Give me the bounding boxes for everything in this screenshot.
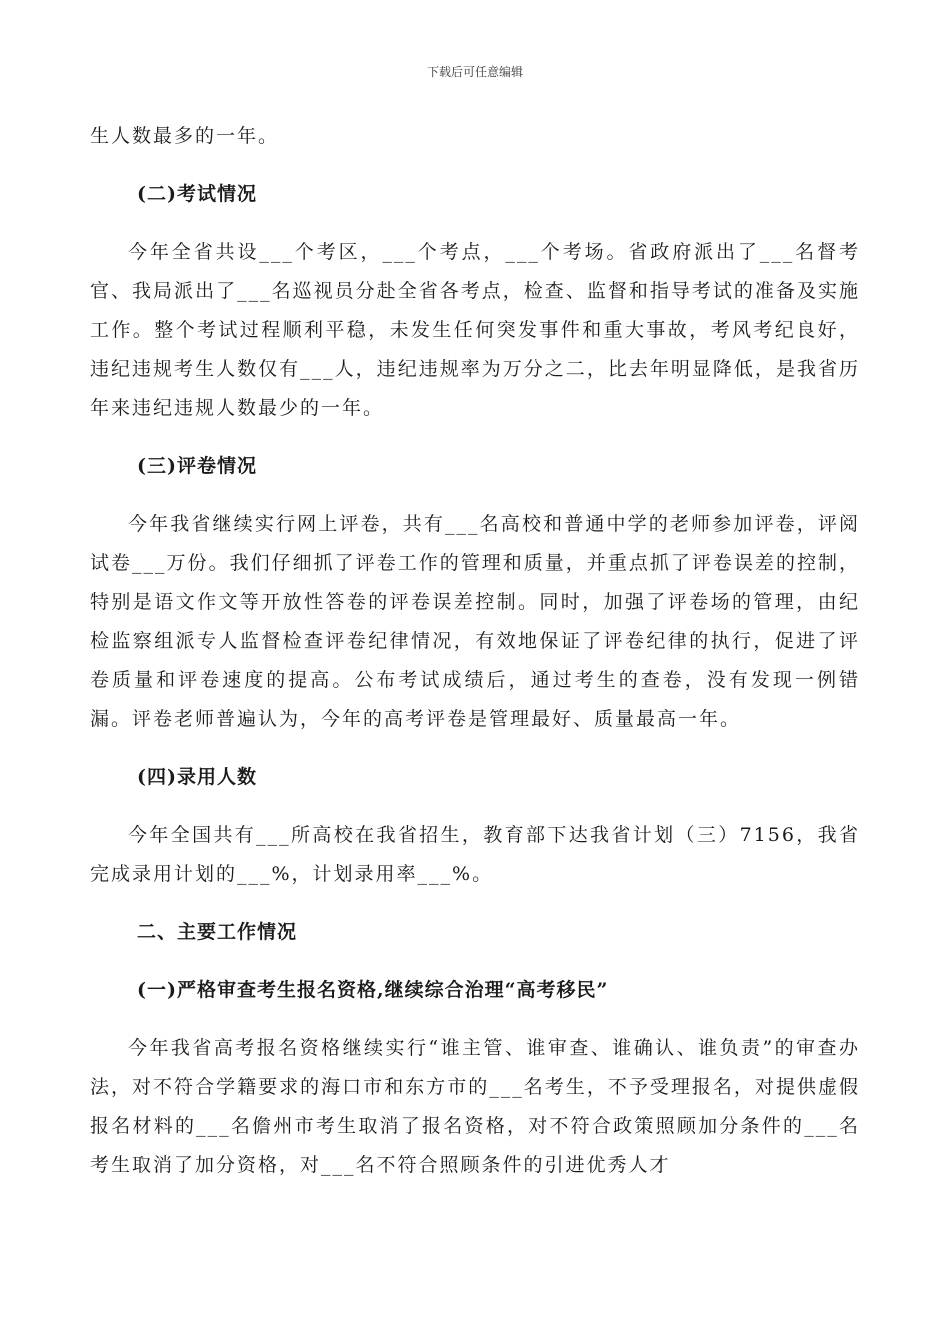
paragraph-admission-count: 今年全国共有___所高校在我省招生，教育部下达我省计划（三）7156，我省完成录用计划的___%，计划录用率___%。 — [90, 824, 860, 885]
section-heading-registration-review: (一)严格审查考生报名资格,继续综合治理“高考移民” — [137, 979, 609, 1001]
paragraph-registration-review: 今年我省高考报名资格继续实行“谁主管、谁审查、谁确认、谁负责”的审查办法，对不符合学籍要求的海口市和东方市的___名考生，不予受理报名，对提供虚假报名材料的___名儋州市考生取消了报名资格，对不符合政策照顾加分条件的___名考生取消了加分资格，对___名不符合照顾条件的引进优秀人才 — [90, 1037, 860, 1176]
paragraph-grading-status: 今年我省继续实行网上评卷，共有___名高校和普通中学的老师参加评卷，评阅试卷___万份。我们仔细抓了评卷工作的管理和质量，并重点抓了评卷误差的控制，特别是语文作文等开放性答卷的评卷误差控制。同时，加强了评卷场的管理，由纪检监察组派专人监督检查评卷纪律情况，有效地保证了评卷纪律的执行，促进了评卷质量和评卷速度的提高。公布考试成绩后，通过考生的查卷，没有发现一例错漏。评卷老师普遍认为，今年的高考评卷是管理最好、质量最高一年。 — [90, 513, 860, 730]
document-body — [90, 117, 860, 1185]
paragraph-continuation: 生人数最多的一年。 — [90, 125, 280, 147]
section-heading-grading-status: (三)评卷情况 — [137, 455, 257, 477]
page-header: 下载后可任意编辑 — [426, 65, 523, 79]
section-heading-admission-count: (四)录用人数 — [137, 766, 257, 788]
section-heading-exam-status: (二)考试情况 — [137, 183, 257, 205]
paragraph-exam-status: 今年全省共设___个考区，___个考点，___个考场。省政府派出了___名督考官、我局派出了___名巡视员分赴全省各考点，检查、监督和指导考试的准备及实施工作。整个考试过程顺利平稳，未发生任何突发事件和重大事故，考风考纪良好，违纪违规考生人数仅有___人，违纪违规率为万分之二，比去年明显降低，是我省历年来违纪违规人数最少的一年。 — [90, 241, 860, 419]
section-heading-main-work: 二、主要工作情况 — [137, 921, 298, 943]
